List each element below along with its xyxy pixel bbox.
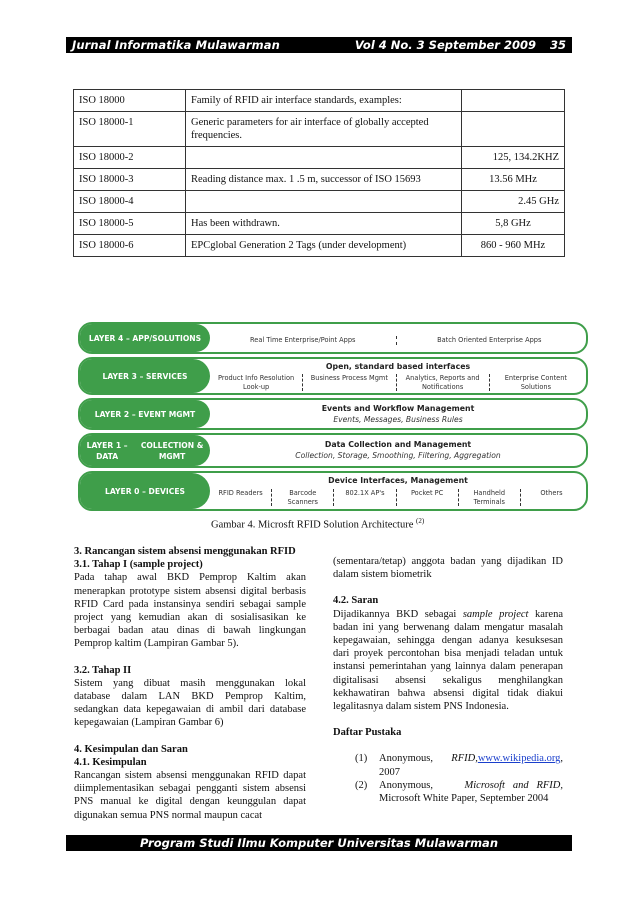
journal-name: Jurnal Informatika Mulawarman (72, 38, 280, 52)
table-cell: 13.56 MHz (462, 169, 565, 191)
layer-4-app-solutions (78, 322, 588, 354)
paragraph: Sistem yang dibuat masih menggunakan lokal database dalam LAN BKD Pemprop Kaltim, sedangkan data kepegawaian di ambil dari database kepegawaian (Lampiran Gambar 6) (74, 677, 306, 729)
text-run: karena badan ini yang berwenang dalam mengatur masalah kepegawaian, sehingga dengan adanya kesuksesan dari proyek percontohan bisa menjadi teladan untuk instansi pemerintahan yang lainnya dalam penerapan digitalisasi absensi sekaligus menghilangkan kekhawatiran bahwa absensi digital tidak diakui legalitasnya dalam sistem PNS Indonesia. (333, 608, 563, 713)
reference-source: Microsoft White Paper, September 2004 (379, 793, 549, 805)
diagram-cell: Handheld Terminals (459, 489, 521, 506)
reference-title: RFID, (451, 753, 478, 765)
layer-cells (210, 374, 582, 391)
layer-heading: Open, standard based interfaces (325, 362, 471, 371)
diagram-cell: Product Info Resolution Look-up (210, 374, 303, 391)
layer-cells (210, 336, 582, 345)
table-cell: 125, 134.2KHZ (462, 147, 565, 169)
journal-volume: Vol 4 No. 3 September 2009 (354, 38, 536, 52)
diagram-cell: Batch Oriented Enterprise Apps (437, 336, 542, 344)
reference-number: (2) (355, 779, 368, 791)
diagram-cell: Others (540, 489, 563, 497)
diagram-cell: Barcode Scanners (272, 489, 334, 506)
layer-2-event-mgmt (78, 398, 588, 430)
subsection-heading: 4.1. Kesimpulan (74, 756, 147, 768)
table-cell: ISO 18000-2 (74, 147, 186, 169)
caption-reference: (2) (416, 517, 425, 525)
caption-text: Gambar 4. Microsft RFID Solution Architecture (211, 519, 414, 531)
paragraph: Rancangan sistem absensi menggunakan RFID dapat diimplementasikan sebagai pengganti sistem absensi PNS manual ke digital dengan keunggulan dapat digunakan semua PNS normal maupun cacat (74, 770, 306, 821)
diagram-cell: RFID Readers (210, 489, 272, 506)
table-cell: Generic parameters for air interface of globally accepted frequencies. (186, 112, 462, 147)
table-cell: 2.45 GHz (462, 191, 565, 213)
paragraph: (sementara/tetap) anggota badan yang dijadikan ID dalam sistem biometrik (333, 556, 563, 581)
table-cell (462, 90, 565, 112)
reference-year: , 2007 (379, 753, 563, 778)
layer-heading: Events and Workflow Management (321, 404, 475, 413)
reference-title: Microsoft and RFID, (464, 779, 563, 791)
journal-footer: Program Studi Ilmu Komputer Universitas Mulawarman (66, 835, 572, 851)
layer-subheading: Events, Messages, Business Rules (333, 415, 463, 424)
reference-link[interactable]: www.wikipedia.org (477, 753, 561, 765)
reference-text (379, 779, 563, 805)
table-row (74, 147, 565, 169)
layer-label-line: LAYER 1 – DATA (86, 440, 128, 461)
emphasis: sample project (462, 608, 529, 620)
table-cell: ISO 18000-6 (74, 235, 186, 257)
table-cell (186, 191, 462, 213)
reference-item (355, 779, 563, 805)
table-cell: ISO 18000-3 (74, 169, 186, 191)
reference-author: Anonymous, (379, 779, 433, 791)
iso-standards-table (73, 89, 565, 257)
layer-label-line: COLLECTION & MGMT (140, 440, 204, 461)
table-cell (186, 147, 462, 169)
page-number: 35 (549, 38, 566, 52)
layer-label: LAYER 2 – EVENT MGMT (80, 400, 210, 428)
paragraph (333, 608, 563, 714)
reference-author: Anonymous, (379, 753, 433, 765)
table-cell: ISO 18000-1 (74, 112, 186, 147)
diagram-cell: Analytics, Reports and Notifications (397, 374, 490, 391)
right-column (333, 555, 563, 805)
table-cell: 5,8 GHz (462, 213, 565, 235)
rfid-architecture-diagram (78, 320, 590, 512)
table-cell: Family of RFID air interface standards, examples: (186, 90, 462, 112)
figure-caption (211, 517, 424, 531)
layer-0-devices (78, 471, 588, 511)
layer-subheading: Collection, Storage, Smoothing, Filtering, Aggregation (295, 451, 501, 460)
layer-label: LAYER 3 – SERVICES (80, 359, 210, 393)
table-cell: ISO 18000-4 (74, 191, 186, 213)
references-heading: Daftar Pustaka (333, 727, 402, 739)
subsection-heading: 3.1. Tahap I (sample project) (74, 559, 203, 571)
journal-header (66, 37, 572, 53)
section-heading: 4. Kesimpulan dan Saran (74, 743, 188, 755)
diagram-cell: Business Process Mgmt (303, 374, 396, 391)
diagram-cell: Pocket PC (397, 489, 459, 506)
diagram-cell: 802.1X AP's (334, 489, 396, 506)
layer-label (80, 435, 210, 466)
subsection-heading: 4.2. Saran (333, 595, 379, 607)
table-row (74, 112, 565, 147)
reference-number: (1) (355, 753, 368, 765)
section-heading: 3. Rancangan sistem absensi menggunakan RFID (74, 546, 296, 557)
layer-heading: Data Collection and Management (324, 440, 472, 449)
paragraph: Pada tahap awal BKD Pemprop Kaltim akan menerapkan prototype sistem absensi digital berbasis RFID Card pada instansinya sendiri sebagai sample project yang kemudian akan di sosialisasikan ke berbagai badan atau dinas di bawah lingkungan Pemprop kaltim (Lampiran Gambar 5). (74, 572, 306, 650)
table-cell: Reading distance max. 1 .5 m, successor of ISO 15693 (186, 169, 462, 191)
table-cell: ISO 18000-5 (74, 213, 186, 235)
subsection-heading: 3.2. Tahap II (74, 664, 132, 676)
reference-item (355, 752, 563, 778)
table-row (74, 213, 565, 235)
table-row (74, 169, 565, 191)
layer-label: LAYER 0 – DEVICES (80, 473, 210, 509)
table-row (74, 90, 565, 112)
table-cell (462, 112, 565, 147)
diagram-cell: Enterprise Content Solutions (504, 374, 567, 391)
left-column (74, 545, 306, 822)
layer-3-services (78, 357, 588, 395)
layer-1-data-collection (78, 433, 588, 468)
layer-label: LAYER 4 – APP/SOLUTIONS (80, 324, 210, 352)
reference-text (379, 752, 563, 778)
text-run: Dijadikannya BKD sebagai (333, 608, 463, 620)
table-cell: Has been withdrawn. (186, 213, 462, 235)
layer-heading: Device Interfaces, Management (328, 476, 468, 485)
layer-cells (210, 489, 582, 506)
table-row (74, 235, 565, 257)
table-row (74, 191, 565, 213)
table-cell: ISO 18000 (74, 90, 186, 112)
diagram-cell: Real Time Enterprise/Point Apps (210, 336, 397, 345)
table-cell: EPCglobal Generation 2 Tags (under development) (186, 235, 462, 257)
table-cell: 860 - 960 MHz (462, 235, 565, 257)
